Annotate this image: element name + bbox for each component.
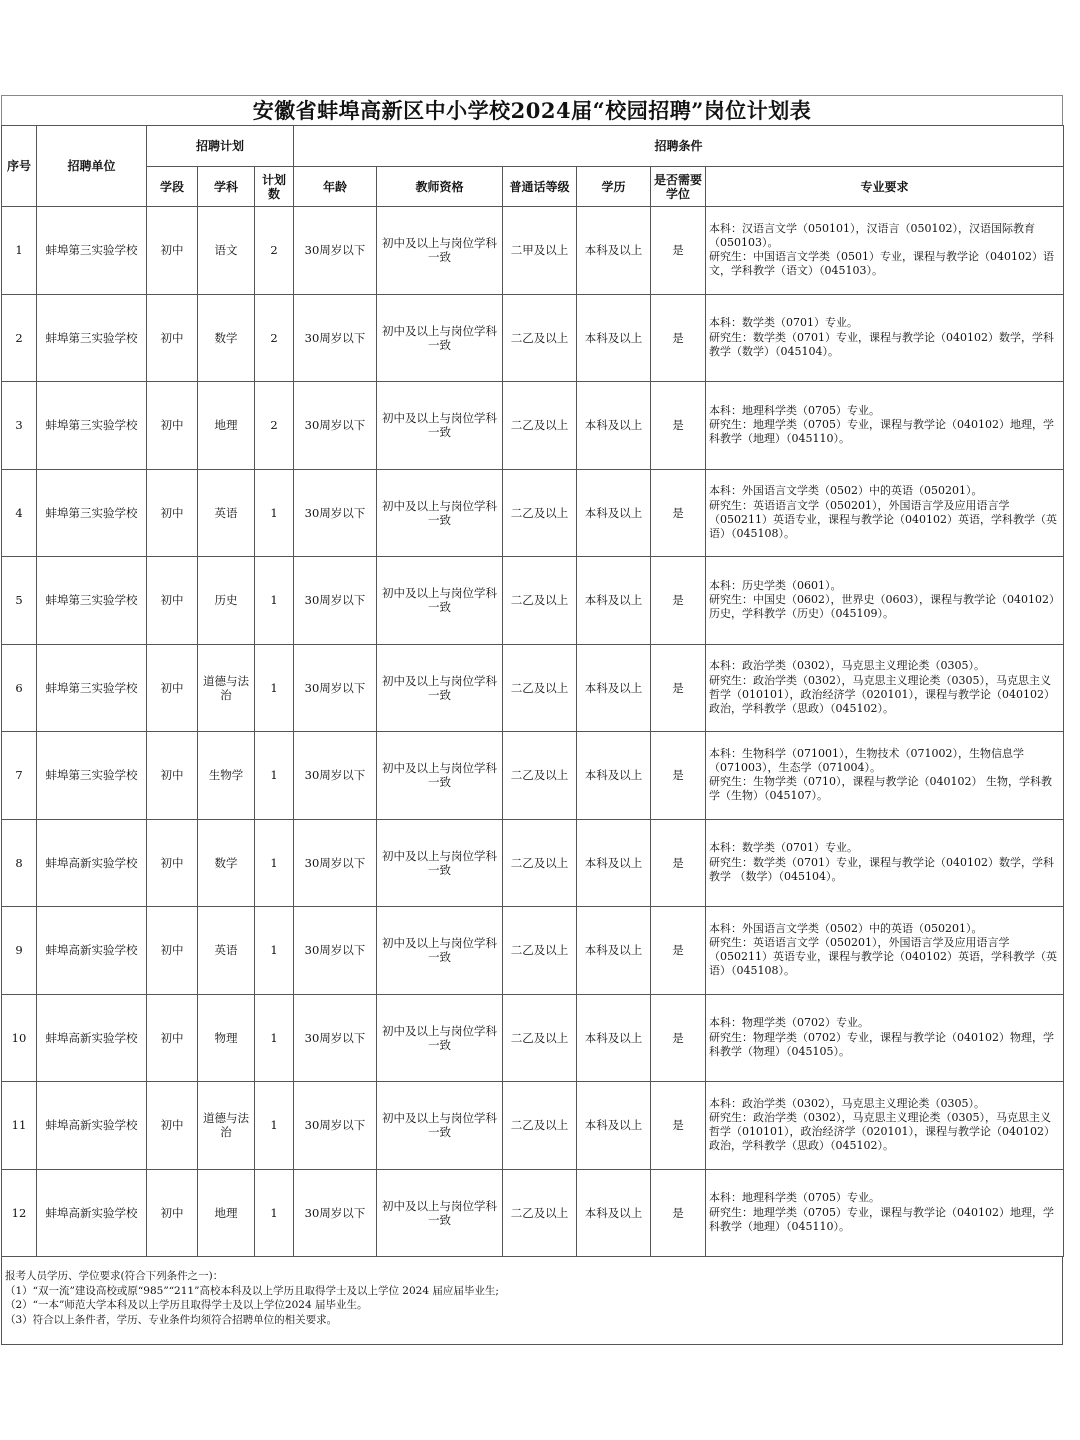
cell-unit: 蚌埠第三实验学校 [37, 732, 147, 820]
major-line: 本科：历史学类（0601）。 [709, 578, 842, 592]
cell-unit: 蚌埠高新实验学校 [37, 907, 147, 995]
header-unit: 招聘单位 [37, 126, 147, 207]
cell-seq: 12 [2, 1169, 37, 1257]
cell-qualification: 初中及以上与岗位学科一致 [377, 557, 503, 645]
note-line: （1）“双一流”建设高校或原“985”“211”高校本科及以上学历且取得学士及以上学位 2024 届应届毕业生; [5, 1284, 499, 1297]
cell-age: 30周岁以下 [294, 994, 377, 1082]
header-education: 学历 [577, 167, 651, 207]
cell-mandarin: 二乙及以上 [503, 819, 577, 907]
table-row [2, 207, 1064, 295]
cell-count: 2 [255, 382, 294, 470]
cell-stage: 初中 [147, 382, 198, 470]
cell-qualification: 初中及以上与岗位学科一致 [377, 819, 503, 907]
cell-count: 1 [255, 1169, 294, 1257]
cell-major [706, 819, 1064, 907]
cell-age: 30周岁以下 [294, 1082, 377, 1170]
cell-seq: 9 [2, 907, 37, 995]
cell-count: 2 [255, 294, 294, 382]
cell-mandarin: 二乙及以上 [503, 557, 577, 645]
cell-subject: 历史 [198, 557, 255, 645]
cell-major [706, 732, 1064, 820]
major-line: 研究生：政治学类（0302），马克思主义理论类（0305），马克思主义哲学（010101），政治经济学（020101），课程与教学论（040102）政治，学科教学（思政）（045102）。 [709, 1111, 1055, 1153]
table-row [2, 1169, 1064, 1257]
cell-subject: 数学 [198, 819, 255, 907]
cell-education: 本科及以上 [577, 557, 651, 645]
cell-age: 30周岁以下 [294, 207, 377, 295]
cell-mandarin: 二乙及以上 [503, 469, 577, 557]
cell-degree: 是 [651, 207, 706, 295]
cell-education: 本科及以上 [577, 1169, 651, 1257]
cell-education: 本科及以上 [577, 644, 651, 732]
cell-seq: 4 [2, 469, 37, 557]
cell-unit: 蚌埠第三实验学校 [37, 294, 147, 382]
cell-degree: 是 [651, 469, 706, 557]
cell-seq: 2 [2, 294, 37, 382]
cell-seq: 6 [2, 644, 37, 732]
cell-age: 30周岁以下 [294, 732, 377, 820]
table-row [2, 732, 1064, 820]
cell-qualification: 初中及以上与岗位学科一致 [377, 644, 503, 732]
major-line: 研究生：中国史（0602），世界史（0603），课程与教学论（040102）历史，学科教学（历史）（045109）。 [709, 593, 1060, 621]
header-major: 专业要求 [706, 167, 1064, 207]
cell-unit: 蚌埠高新实验学校 [37, 1169, 147, 1257]
cell-major [706, 644, 1064, 732]
cell-major [706, 469, 1064, 557]
table-row [2, 644, 1064, 732]
cell-qualification: 初中及以上与岗位学科一致 [377, 1082, 503, 1170]
cell-count: 1 [255, 1082, 294, 1170]
cell-seq: 10 [2, 994, 37, 1082]
cell-qualification: 初中及以上与岗位学科一致 [377, 994, 503, 1082]
cell-count: 1 [255, 732, 294, 820]
note-line: （3）符合以上条件者，学历、专业条件均须符合招聘单位的相关要求。 [5, 1313, 338, 1326]
cell-mandarin: 二乙及以上 [503, 382, 577, 470]
table-row [2, 994, 1064, 1082]
cell-count: 1 [255, 994, 294, 1082]
cell-stage: 初中 [147, 819, 198, 907]
recruitment-table [1, 125, 1064, 1257]
cell-seq: 7 [2, 732, 37, 820]
major-line: 本科：数学类（0701）专业。 [709, 316, 858, 330]
cell-mandarin: 二甲及以上 [503, 207, 577, 295]
cell-mandarin: 二乙及以上 [503, 732, 577, 820]
cell-education: 本科及以上 [577, 294, 651, 382]
cell-education: 本科及以上 [577, 907, 651, 995]
cell-major [706, 1082, 1064, 1170]
cell-major [706, 557, 1064, 645]
major-line: 本科：外国语言文学类（0502）中的英语（050201）。 [709, 921, 983, 935]
cell-education: 本科及以上 [577, 819, 651, 907]
cell-education: 本科及以上 [577, 207, 651, 295]
cell-stage: 初中 [147, 907, 198, 995]
cell-stage: 初中 [147, 1169, 198, 1257]
page-title: 安徽省蚌埠高新区中小学校2024届“校园招聘”岗位计划表 [1, 95, 1063, 125]
major-line: 本科：汉语言文学（050101），汉语言（050102），汉语国际教育（050103）。 [709, 221, 1035, 250]
cell-stage: 初中 [147, 557, 198, 645]
cell-seq: 3 [2, 382, 37, 470]
cell-count: 2 [255, 207, 294, 295]
table-row [2, 907, 1064, 995]
cell-subject: 地理 [198, 382, 255, 470]
header-plan: 招聘计划 [147, 126, 294, 167]
cell-unit: 蚌埠高新实验学校 [37, 994, 147, 1082]
major-line: 本科：政治学类（0302），马克思主义理论类（0305）。 [709, 1096, 985, 1110]
cell-age: 30周岁以下 [294, 644, 377, 732]
cell-qualification: 初中及以上与岗位学科一致 [377, 382, 503, 470]
cell-subject: 数学 [198, 294, 255, 382]
note-line: （2）“一本”师范大学本科及以上学历且取得学士及以上学位2024 届毕业生。 [5, 1299, 368, 1311]
cell-seq: 1 [2, 207, 37, 295]
cell-count: 1 [255, 557, 294, 645]
cell-stage: 初中 [147, 644, 198, 732]
cell-stage: 初中 [147, 469, 198, 557]
header-subject: 学科 [198, 167, 255, 207]
table-row [2, 1082, 1064, 1170]
cell-seq: 5 [2, 557, 37, 645]
cell-major [706, 1169, 1064, 1257]
cell-education: 本科及以上 [577, 382, 651, 470]
major-line: 研究生：英语语言文学（050201），外国语言学及应用语言学（050211）英语专业，课程与教学论（040102）英语，学科教学（英语）（045108）。 [709, 498, 1057, 540]
cell-unit: 蚌埠第三实验学校 [37, 207, 147, 295]
cell-education: 本科及以上 [577, 994, 651, 1082]
cell-degree: 是 [651, 907, 706, 995]
header-count: 计划数 [255, 167, 294, 207]
cell-education: 本科及以上 [577, 732, 651, 820]
cell-mandarin: 二乙及以上 [503, 644, 577, 732]
header-qualification: 教师资格 [377, 167, 503, 207]
cell-mandarin: 二乙及以上 [503, 1169, 577, 1257]
major-line: 研究生：英语语言文学（050201），外国语言学及应用语言学（050211）英语专业，课程与教学论（040102）英语，学科教学（英语）（045108）。 [709, 936, 1057, 978]
cell-count: 1 [255, 644, 294, 732]
cell-age: 30周岁以下 [294, 907, 377, 995]
cell-degree: 是 [651, 732, 706, 820]
table-row [2, 469, 1064, 557]
major-line: 研究生：地理学类（0705）专业，课程与教学论（040102）地理，学科教学（地理）（045110）。 [709, 1205, 1054, 1233]
table-row [2, 382, 1064, 470]
table-row [2, 819, 1064, 907]
cell-subject: 英语 [198, 907, 255, 995]
cell-age: 30周岁以下 [294, 1169, 377, 1257]
major-line: 本科：生物科学（071001），生物技术（071002），生物信息学（071003），生态学（071004）。 [709, 746, 1024, 775]
cell-qualification: 初中及以上与岗位学科一致 [377, 469, 503, 557]
cell-stage: 初中 [147, 294, 198, 382]
cell-subject: 物理 [198, 994, 255, 1082]
major-line: 研究生：数学类（0701）专业，课程与教学论（040102）数学，学科教学 （数学）（045104）。 [709, 855, 1054, 883]
header-degree: 是否需要学位 [651, 167, 706, 207]
header-seq: 序号 [2, 126, 37, 207]
cell-seq: 11 [2, 1082, 37, 1170]
cell-degree: 是 [651, 1169, 706, 1257]
cell-education: 本科及以上 [577, 1082, 651, 1170]
cell-unit: 蚌埠第三实验学校 [37, 382, 147, 470]
cell-qualification: 初中及以上与岗位学科一致 [377, 294, 503, 382]
cell-count: 1 [255, 907, 294, 995]
cell-age: 30周岁以下 [294, 294, 377, 382]
major-line: 本科：地理科学类（0705）专业。 [709, 403, 880, 417]
cell-age: 30周岁以下 [294, 469, 377, 557]
cell-mandarin: 二乙及以上 [503, 907, 577, 995]
cell-unit: 蚌埠高新实验学校 [37, 1082, 147, 1170]
cell-degree: 是 [651, 644, 706, 732]
cell-stage: 初中 [147, 732, 198, 820]
cell-count: 1 [255, 819, 294, 907]
notes-section [1, 1257, 1063, 1345]
cell-mandarin: 二乙及以上 [503, 1082, 577, 1170]
cell-count: 1 [255, 469, 294, 557]
cell-major [706, 294, 1064, 382]
cell-degree: 是 [651, 819, 706, 907]
cell-unit: 蚌埠高新实验学校 [37, 819, 147, 907]
table-row [2, 557, 1064, 645]
cell-qualification: 初中及以上与岗位学科一致 [377, 207, 503, 295]
cell-qualification: 初中及以上与岗位学科一致 [377, 907, 503, 995]
cell-major [706, 207, 1064, 295]
cell-stage: 初中 [147, 1082, 198, 1170]
major-line: 研究生：政治学类（0302），马克思主义理论类（0305），马克思主义哲学（010101），政治经济学（020101），课程与教学论（040102）政治，学科教学（思政）（045102）。 [709, 673, 1055, 715]
major-line: 研究生：物理学类（0702）专业，课程与教学论（040102）物理，学科教学（物理）（045105）。 [709, 1030, 1054, 1058]
cell-qualification: 初中及以上与岗位学科一致 [377, 732, 503, 820]
major-line: 研究生：地理学类（0705）专业，课程与教学论（040102）地理，学科教学（地理）（045110）。 [709, 418, 1054, 446]
cell-unit: 蚌埠第三实验学校 [37, 469, 147, 557]
major-line: 本科：物理学类（0702）专业。 [709, 1016, 869, 1030]
cell-stage: 初中 [147, 207, 198, 295]
major-line: 研究生：数学类（0701）专业，课程与教学论（040102）数学，学科教学（数学）（045104）。 [709, 330, 1054, 358]
cell-mandarin: 二乙及以上 [503, 994, 577, 1082]
cell-qualification: 初中及以上与岗位学科一致 [377, 1169, 503, 1257]
header-mandarin: 普通话等级 [503, 167, 577, 207]
cell-unit: 蚌埠第三实验学校 [37, 557, 147, 645]
major-line: 本科：政治学类（0302），马克思主义理论类（0305）。 [709, 659, 985, 673]
cell-degree: 是 [651, 1082, 706, 1170]
major-line: 本科：外国语言文学类（0502）中的英语（050201）。 [709, 484, 983, 498]
major-line: 本科：地理科学类（0705）专业。 [709, 1191, 880, 1205]
major-line: 研究生：生物学类（0710），课程与教学论（040102） 生物，学科教学（生物）（045107）。 [709, 775, 1052, 803]
cell-age: 30周岁以下 [294, 557, 377, 645]
cell-unit: 蚌埠第三实验学校 [37, 644, 147, 732]
cell-subject: 道德与法治 [198, 1082, 255, 1170]
cell-mandarin: 二乙及以上 [503, 294, 577, 382]
cell-degree: 是 [651, 294, 706, 382]
header-stage: 学段 [147, 167, 198, 207]
cell-subject: 道德与法治 [198, 644, 255, 732]
header-conditions: 招聘条件 [294, 126, 1064, 167]
cell-seq: 8 [2, 819, 37, 907]
cell-stage: 初中 [147, 994, 198, 1082]
cell-major [706, 994, 1064, 1082]
cell-age: 30周岁以下 [294, 819, 377, 907]
cell-subject: 英语 [198, 469, 255, 557]
cell-subject: 语文 [198, 207, 255, 295]
cell-major [706, 907, 1064, 995]
cell-education: 本科及以上 [577, 469, 651, 557]
cell-degree: 是 [651, 994, 706, 1082]
cell-degree: 是 [651, 382, 706, 470]
cell-age: 30周岁以下 [294, 382, 377, 470]
table-row [2, 294, 1064, 382]
cell-subject: 地理 [198, 1169, 255, 1257]
major-line: 研究生：中国语言文学类（0501）专业，课程与教学论（040102）语文，学科教学（语文）（045103）。 [709, 250, 1054, 278]
note-line: 报考人员学历、学位要求(符合下列条件之一)： [5, 1270, 224, 1282]
header-age: 年龄 [294, 167, 377, 207]
cell-subject: 生物学 [198, 732, 255, 820]
major-line: 本科：数学类（0701）专业。 [709, 841, 858, 855]
cell-degree: 是 [651, 557, 706, 645]
cell-major [706, 382, 1064, 470]
